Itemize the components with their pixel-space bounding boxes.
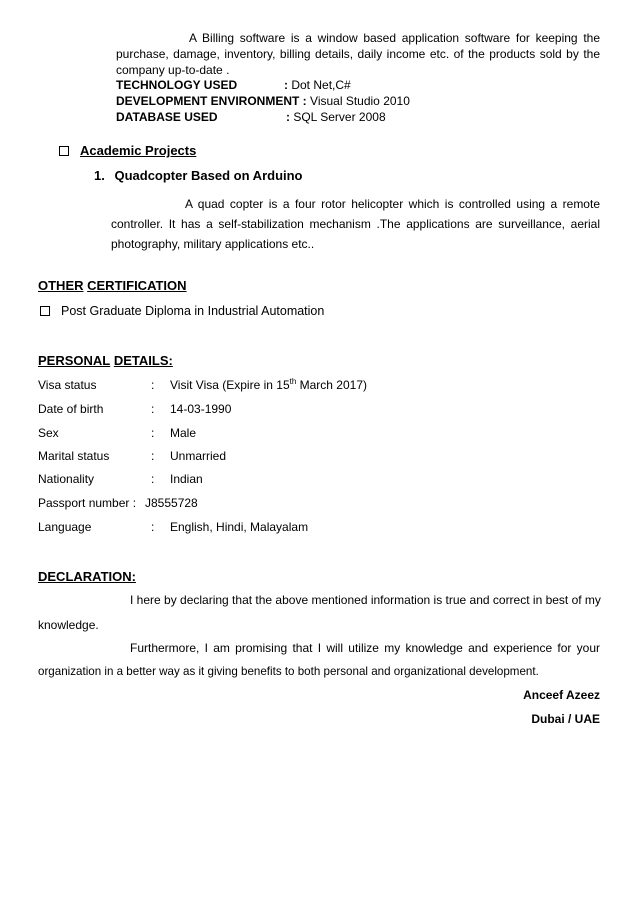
sex-sep: :: [151, 426, 155, 440]
personal-heading-part1: PERSONAL: [38, 353, 111, 368]
signature-location: Dubai / UAE: [531, 712, 600, 726]
language-label: Language: [38, 520, 92, 534]
dob-value: 14-03-1990: [170, 402, 232, 416]
nationality-label: Nationality: [38, 472, 95, 486]
database-value: SQL Server 2008: [293, 110, 386, 124]
passport-row: [0, 496, 600, 512]
nationality-sep: :: [151, 472, 155, 486]
technology-value-row: [284, 78, 351, 92]
personal-heading-part2: DETAILS:: [113, 353, 173, 368]
declaration-para2-line2: organization in a better way as it giving benefits to both personal and organizational development.: [38, 665, 539, 678]
declaration-heading-text: DECLARATION:: [38, 569, 136, 584]
sex-label: Sex: [38, 426, 59, 440]
declaration-para1-line1: I here by declaring that the above mentioned information is true and correct in best of my: [130, 593, 601, 607]
technology-label: TECHNOLOGY USED: [116, 78, 238, 92]
language-row: [0, 520, 600, 536]
database-value-row: [286, 110, 386, 124]
marital-value: Unmarried: [170, 449, 227, 463]
academic-item-title-text: Quadcopter Based on Arduino: [114, 168, 303, 183]
dob-sep: :: [151, 402, 155, 416]
visa-row: [0, 378, 600, 394]
database-label: DATABASE USED: [116, 110, 218, 124]
visa-sep: :: [151, 378, 155, 392]
marital-row: [0, 449, 600, 465]
declaration-para2-line1: Furthermore, I am promising that I will utilize my knowledge and experience for your: [130, 641, 600, 655]
academic-heading-text: Academic Projects: [80, 143, 197, 158]
declaration-para1-line2: knowledge.: [38, 618, 99, 632]
sex-row: [0, 426, 600, 442]
database-row: [116, 110, 218, 124]
certification-heading: [38, 278, 187, 293]
technology-value: Dot Net,C#: [291, 78, 351, 92]
marital-sep: :: [151, 449, 155, 463]
language-value: English, Hindi, Malayalam: [170, 520, 309, 534]
certification-item-text: Post Graduate Diploma in Industrial Automation: [61, 304, 325, 318]
technology-row: [116, 78, 237, 92]
signature-name: Anceef Azeez: [523, 688, 600, 702]
academic-item-number: 1.: [94, 168, 105, 183]
environment-row: [116, 94, 410, 108]
checkbox-icon: [40, 306, 50, 316]
dob-row: [0, 402, 600, 418]
nationality-value: Indian: [170, 472, 203, 486]
personal-heading: [38, 353, 173, 368]
marital-label: Marital status: [38, 449, 110, 463]
passport-value: J8555728: [145, 496, 198, 510]
sex-value: Male: [170, 426, 197, 440]
nationality-row: [0, 472, 600, 488]
language-sep: :: [151, 520, 155, 534]
technology-sep: :: [284, 78, 288, 92]
checkbox-icon: [59, 146, 69, 156]
passport-label: Passport number :: [38, 496, 137, 510]
environment-value: Visual Studio 2010: [310, 94, 410, 108]
visa-value: Visit Visa (Expire in 15th March 2017): [170, 377, 367, 392]
dob-label: Date of birth: [38, 402, 104, 416]
visa-label: Visa status: [38, 378, 97, 392]
environment-label: DEVELOPMENT ENVIRONMENT :: [116, 94, 307, 108]
declaration-heading: [38, 569, 136, 584]
certification-item: [40, 304, 324, 318]
database-sep: :: [286, 110, 290, 124]
academic-heading: [59, 143, 196, 158]
certification-heading-part1: OTHER: [38, 278, 84, 293]
academic-description: A quad copter is a four rotor helicopter which is controlled using a remote controller. It has a self-stabilization mechanism .The applications are surveillance, aerial photography, military applications etc..: [111, 197, 600, 251]
academic-item-title: [94, 168, 303, 183]
project-description: A Billing software is a window based application software for keeping the purchase, damage, inventory, billing details, daily income etc. of the products sold by the company up-to-date .: [116, 31, 600, 77]
certification-heading-part2: CERTIFICATION: [87, 278, 187, 293]
